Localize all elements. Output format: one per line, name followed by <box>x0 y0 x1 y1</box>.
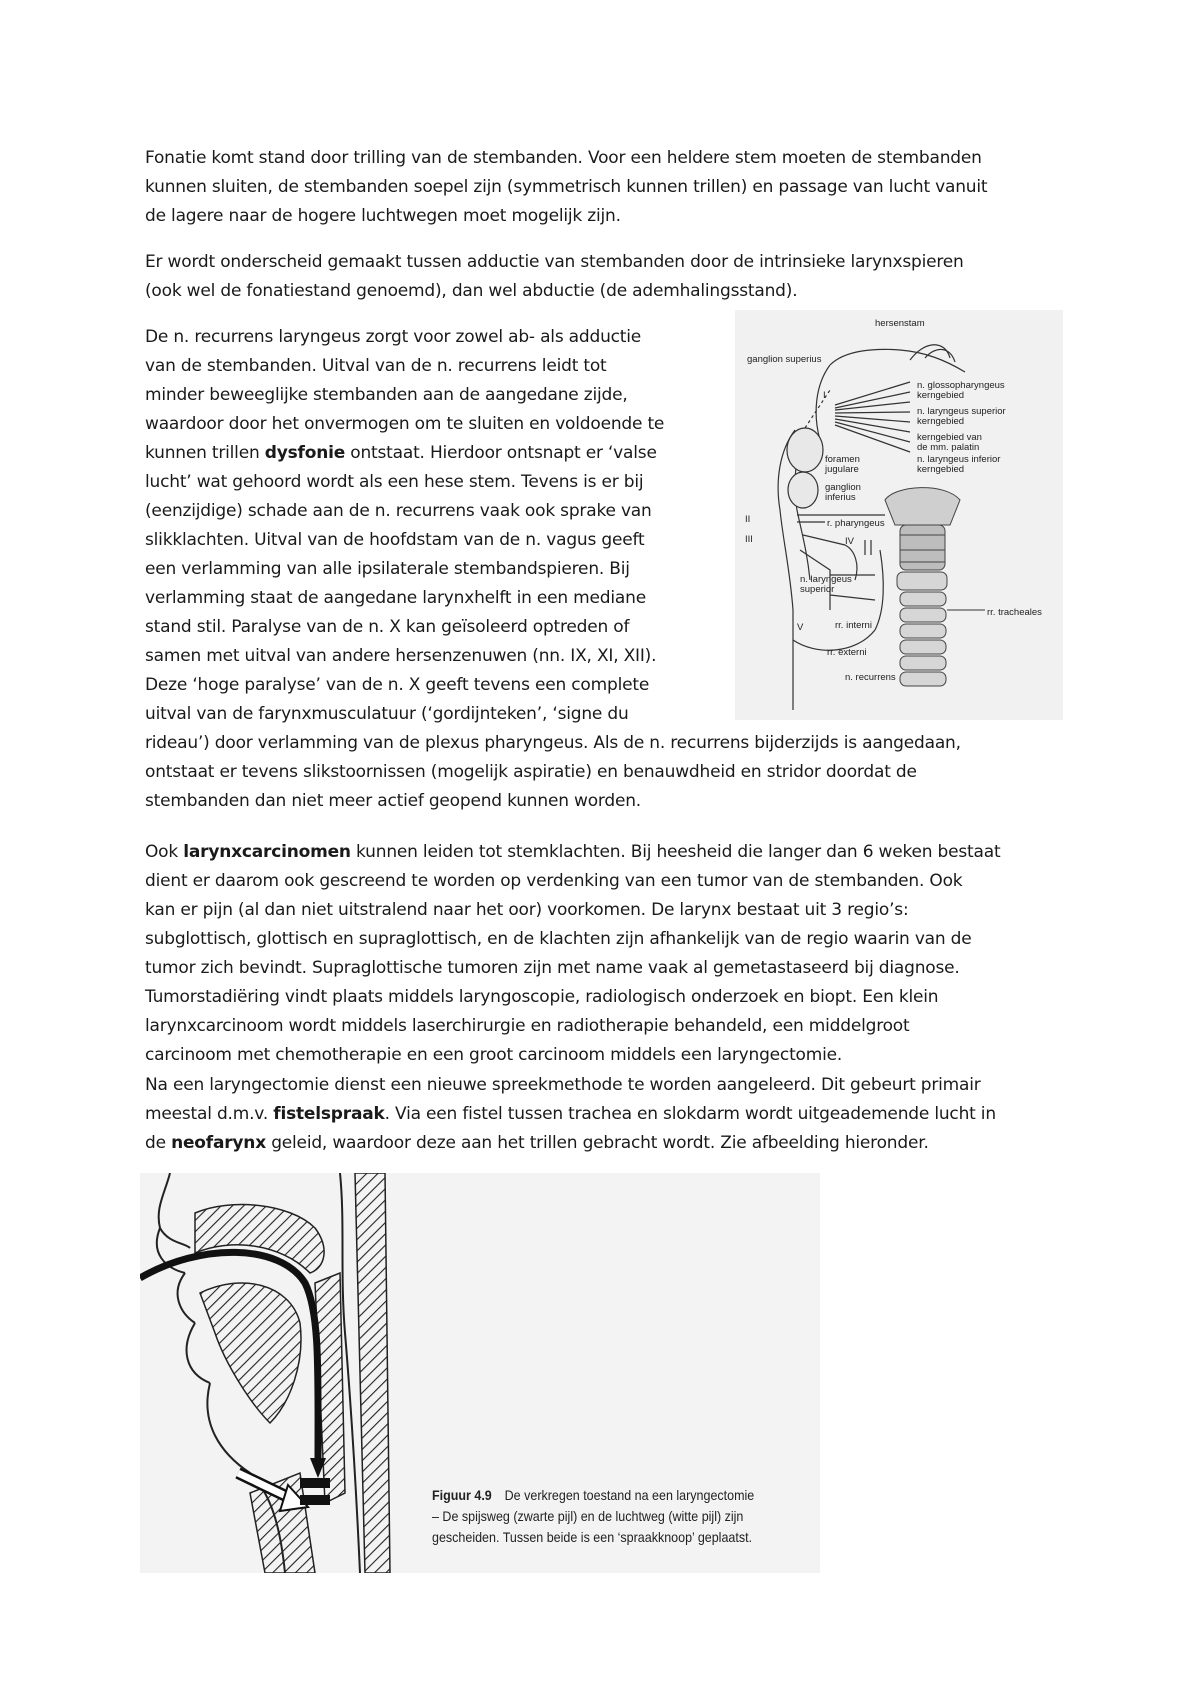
label-ganglion-inferius: ganglion <box>825 482 861 493</box>
label-laryngeus-inferior-2: kerngebied <box>917 464 965 475</box>
label-glossopharyngeus-2: kerngebied <box>917 390 965 401</box>
caption-line: – De spijsweg (zwarte pijl) en de luchtweg (witte pijl) zijn <box>432 1509 744 1524</box>
text-line: Fonatie komt stand door trilling van de stembanden. Voor een heldere stem moeten de stembanden <box>145 148 982 168</box>
bold-term-fistelspraak: fistelspraak <box>273 1104 385 1124</box>
label-hersenstam: hersenstam <box>875 318 925 329</box>
text-run: Ook <box>145 842 184 862</box>
text-line: De n. recurrens laryngeus zorgt voor zowel ab- als adductie <box>145 327 642 347</box>
caption-line: gescheiden. Tussen beide is een ‘spraakknoop’ geplaatst. <box>432 1530 753 1545</box>
caption-line <box>432 1485 791 1506</box>
text-line <box>145 1129 996 1158</box>
label-laryngeus-superior: n. laryngeus superior <box>917 406 1006 417</box>
text-run: ontstaat. Hierdoor ontsnapt er ‘valse <box>345 443 657 463</box>
text-line: minder beweeglijke stembanden aan de aangedane zijde, <box>145 385 628 405</box>
text-line: uitval van de farynxmusculatuur (‘gordijnteken’, ‘signe du <box>145 704 629 724</box>
text-line: tumor zich bevindt. Supraglottische tumoren zijn met name vaak al gemetastaseerd bij diagnose. <box>145 958 960 978</box>
text-line: een verlamming van alle ipsilaterale stembandspieren. Bij <box>145 559 630 579</box>
paragraph-fistelspraak <box>145 1071 996 1158</box>
label-palatin-2: de mm. palatin <box>917 442 980 453</box>
text-line: larynxcarcinoom wordt middels laserchirurgie en radiotherapie behandeld, een middelgroot <box>145 1016 910 1036</box>
text-line: ontstaat er tevens slikstoornissen (mogelijk aspiratie) en benauwdheid en stridor doordat de <box>145 762 917 782</box>
text-line: stembanden dan niet meer actief geopend kunnen worden. <box>145 791 642 811</box>
paragraph-adduction <box>145 248 964 306</box>
bold-term-neofarynx: neofarynx <box>171 1133 266 1153</box>
text-run: kunnen trillen <box>145 443 265 463</box>
label-roman-iv: IV <box>845 536 854 547</box>
text-line: kan er pijn (al dan niet uitstralend naar het oor) voorkomen. De larynx bestaat uit 3 regio’s: <box>145 900 909 920</box>
text-line: dient er daarom ook gescreend te worden op verdenking van een tumor van de stembanden. Ook <box>145 871 963 891</box>
text-line: waardoor door het onvermogen om te sluiten en voldoende te <box>145 414 665 434</box>
label-rr-tracheales: rr. tracheales <box>987 607 1042 618</box>
vagus-nerve-illustration <box>735 310 1063 720</box>
text-line: (eenzijdige) schade aan de n. recurrens vaak ook sprake van <box>145 501 652 521</box>
text-line: de lagere naar de hogere luchtwegen moet mogelijk zijn. <box>145 206 621 226</box>
text-line: (ook wel de fonatiestand genoemd), dan wel abductie (de ademhalingsstand). <box>145 281 798 301</box>
figure-number: Figuur 4.9 <box>432 1488 492 1503</box>
label-ganglion-superius: ganglion superius <box>747 354 822 365</box>
caption-text: De verkregen toestand na een laryngectomie <box>504 1488 755 1503</box>
text-line: Deze ‘hoge paralyse’ van de n. X geeft tevens een complete <box>145 675 650 695</box>
text-line: Er wordt onderscheid gemaakt tussen adductie van stembanden door de intrinsieke larynxspieren <box>145 252 964 272</box>
paragraph-phonation <box>145 144 987 231</box>
text-line <box>145 1100 996 1129</box>
label-foramen: foramen <box>825 454 860 465</box>
label-palatin: kerngebied van <box>917 432 982 443</box>
label-jugulare: jugulare <box>825 464 859 475</box>
text-line: stand stil. Paralyse van de n. X kan geïsoleerd optreden of <box>145 617 630 637</box>
text-line: rideau’) door verlamming van de plexus pharyngeus. Als de n. recurrens bijderzijds is aangedaan, <box>145 733 961 753</box>
label-r-pharyngeus: r. pharyngeus <box>827 518 885 529</box>
paragraph-larynxcarcinomen <box>145 838 1000 1070</box>
text-run: de <box>145 1133 172 1153</box>
text-line: Tumorstadiëring vindt plaats middels laryngoscopie, radiologisch onderzoek en biopt. Een klein <box>145 987 939 1007</box>
text-line: subglottisch, glottisch en supraglottisch, en de klachten zijn afhankelijk van de regio waarin van de <box>145 929 972 949</box>
label-roman-iii: III <box>745 534 753 545</box>
label-roman-v: V <box>797 622 804 633</box>
text-line: slikklachten. Uitval van de hoofdstam van de n. vagus geeft <box>145 530 645 550</box>
figure-caption <box>432 1485 791 1548</box>
label-roman-i: I <box>823 390 826 401</box>
label-n-laryngeus-superior-2: superior <box>800 584 835 595</box>
bold-term-dysfonie: dysfonie <box>264 443 346 463</box>
text-line: carcinoom met chemotherapie en een groot carcinoom middels een laryngectomie. <box>145 1045 843 1065</box>
label-laryngeus-superior-2: kerngebied <box>917 416 965 427</box>
text-line: lucht’ wat gehoord wordt als een hese stem. Tevens is er bij <box>145 472 644 492</box>
bold-term-larynxcarcinomen: larynxcarcinomen <box>183 842 351 862</box>
text-run: meestal d.m.v. <box>145 1104 274 1124</box>
text-run: . Via een fistel tussen trachea en slokdarm wordt uitgeademende lucht in <box>384 1104 996 1124</box>
label-ganglion-inferius-2: inferius <box>825 492 856 503</box>
vagus-nerve-diagram <box>735 310 1063 720</box>
text-run: kunnen leiden tot stemklachten. Bij heesheid die langer dan 6 weken bestaat <box>350 842 1001 862</box>
label-roman-ii: II <box>745 514 751 525</box>
label-rr-externi: rr. externi <box>827 647 867 658</box>
label-n-recurrens: n. recurrens <box>845 672 896 683</box>
text-line: van de stembanden. Uitval van de n. recurrens leidt tot <box>145 356 607 376</box>
label-glossopharyngeus: n. glossopharyngeus <box>917 380 1005 391</box>
label-n-laryngeus-superior: n. laryngeus <box>800 574 852 585</box>
text-line: verlamming staat de aangedane larynxhelft in een mediane <box>145 588 646 608</box>
label-r-interni: rr. interni <box>835 620 872 631</box>
text-line: kunnen sluiten, de stembanden soepel zijn (symmetrisch kunnen trillen) en passage van lucht vanuit <box>145 177 988 197</box>
label-laryngeus-inferior: n. laryngeus inferior <box>917 454 1001 465</box>
text-line <box>145 838 1000 867</box>
text-run: geleid, waardoor deze aan het trillen gebracht wordt. Zie afbeelding hieronder. <box>265 1133 929 1153</box>
text-line: Na een laryngectomie dienst een nieuwe spreekmethode te worden aangeleerd. Dit gebeurt primair <box>145 1075 981 1095</box>
text-line: samen met uitval van andere hersenzenuwen (nn. IX, XI, XII). <box>145 646 657 666</box>
